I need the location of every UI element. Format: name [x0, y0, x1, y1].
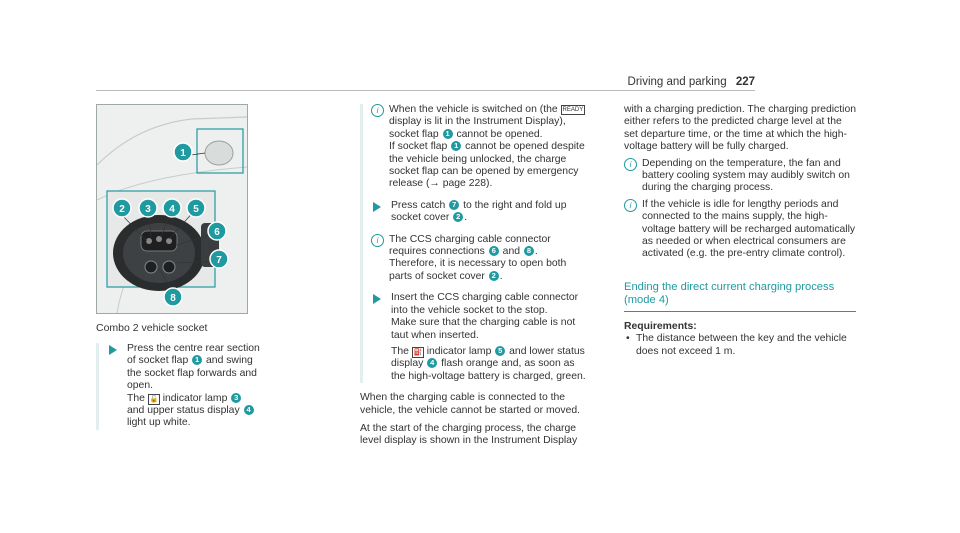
note-text: cannot be opened despite the vehicle being unlocked, the charge socket flap can be opened by emergency release (→ page 228).: [389, 141, 585, 190]
step-arrow-icon: [373, 202, 381, 212]
step-insert-connector: [371, 292, 588, 383]
step-text: light up white.: [127, 417, 191, 429]
column-2: [360, 104, 588, 454]
step-text: to the right and fold up socket cover: [391, 199, 567, 224]
note-temperature: [624, 158, 856, 195]
note-text: Depending on the temperature, the fan and battery cooling system may audibly switch on during the charging process.: [642, 157, 850, 194]
note-text: The CCS charging cable connector requires connections: [389, 233, 551, 258]
callout-ref-4: 4: [427, 358, 437, 368]
note-text: cannot be opened.: [456, 128, 543, 140]
requirement-item: • The distance between the key and the vehicle does not exceed 1 m.: [624, 333, 856, 358]
callout-1: 1: [180, 148, 186, 159]
ready-indicator-icon: READY: [562, 107, 584, 113]
step-text: and swing the socket flap forwards and open.: [127, 355, 257, 392]
step-press-catch: Press catch 7 to the right and fold up socket cover 2 .: [371, 200, 588, 225]
info-icon: i: [371, 234, 384, 247]
step-text: The: [127, 392, 145, 404]
callout-3: 3: [145, 204, 151, 215]
step-text: indicator lamp: [162, 392, 228, 404]
paragraph: When the charging cable is connected to the vehicle, the vehicle cannot be started or moved.: [360, 392, 581, 416]
callout-ref-1: 1: [192, 355, 202, 365]
section-title: Ending the direct current charging process (mode 4): [624, 280, 835, 307]
step-text: Press the centre rear section of socket flap: [127, 343, 260, 367]
callout-ref-4: 4: [244, 405, 254, 415]
requirements-label: Requirements:: [624, 320, 697, 332]
callout-ref-2: 2: [489, 271, 499, 281]
paragraph: At the start of the charging process, the charge level display is shown in the Instrument Display: [360, 422, 578, 447]
header-divider: [96, 90, 755, 91]
callout-ref-1: 1: [443, 129, 453, 139]
charging-indicator-icon: ⛽: [413, 348, 423, 356]
page-number: 227: [735, 76, 755, 88]
page-header: [628, 76, 755, 88]
info-icon: i: [371, 104, 384, 117]
step-text: and lower status display: [391, 345, 585, 370]
callout-2: 2: [119, 204, 125, 215]
column-3: [624, 104, 856, 358]
section-name: Driving and parking: [627, 76, 727, 88]
info-icon: i: [624, 158, 637, 171]
paragraph: with a charging prediction. The charging prediction either refers to the predicted charge level at the set departure time, or the time at which the high-voltage battery will be fully charged.: [624, 104, 857, 153]
callout-8: 8: [170, 293, 176, 304]
note-text: When the vehicle is switched on (the: [389, 104, 558, 115]
note-text: If socket flap: [389, 141, 448, 153]
step-text: Insert the CCS charging cable connector into the vehicle socket to the stop.: [391, 292, 579, 316]
note-ready: [371, 104, 588, 191]
step-text: Press catch: [391, 199, 446, 211]
callout-5: 5: [193, 204, 199, 215]
callout-ref-5: 5: [495, 346, 505, 356]
section-divider: [624, 311, 856, 312]
note-text: . Therefore, it is necessary to open both parts of socket cover: [389, 246, 567, 282]
vehicle-socket-figure: [96, 104, 248, 314]
callout-ref-1: 1: [451, 141, 461, 151]
callout-ref-7: 7: [449, 200, 459, 210]
column-1: [96, 343, 262, 430]
note-ccs: i The CCS charging cable connector requires connections 6 and 8 . Therefore, it is necessary to open both parts of socket cover 2 .: [371, 234, 588, 284]
note-text: and: [502, 246, 521, 258]
callout-7: 7: [216, 255, 222, 266]
step-open-flap: [107, 343, 262, 430]
figure-caption: Combo 2 vehicle socket: [96, 322, 208, 334]
note-idle: [624, 199, 856, 261]
callout-4: 4: [169, 204, 175, 215]
step-text: flash orange and, as soon as the high-voltage battery is charged, green.: [391, 358, 586, 382]
callout-ref-2: 2: [453, 212, 463, 222]
note-text: If the vehicle is idle for lengthy periods and connected to the mains supply, the high-voltage battery will be recharged automatically as needed or when electrical consumers are activated (e.g. the pre-entry climate control).: [642, 198, 856, 260]
step-text: indicator lamp: [426, 345, 492, 357]
callout-ref-6: 6: [489, 246, 499, 256]
callout-ref-8: 8: [524, 246, 534, 256]
unlock-indicator-icon: 🔓: [149, 395, 159, 403]
step-arrow-icon: [373, 294, 381, 304]
step-arrow-icon: [109, 345, 117, 355]
callout-ref-3: 3: [231, 393, 241, 403]
callout-6: 6: [214, 227, 220, 238]
step-text: and upper status display: [127, 405, 240, 417]
step-text: The: [391, 345, 409, 357]
note-text: display is lit in the Instrument Display), socket flap: [389, 116, 566, 140]
step-text: Make sure that the charging cable is not taut when inserted.: [391, 317, 576, 341]
info-icon: i: [624, 199, 637, 212]
socket-illustration: [97, 105, 247, 313]
